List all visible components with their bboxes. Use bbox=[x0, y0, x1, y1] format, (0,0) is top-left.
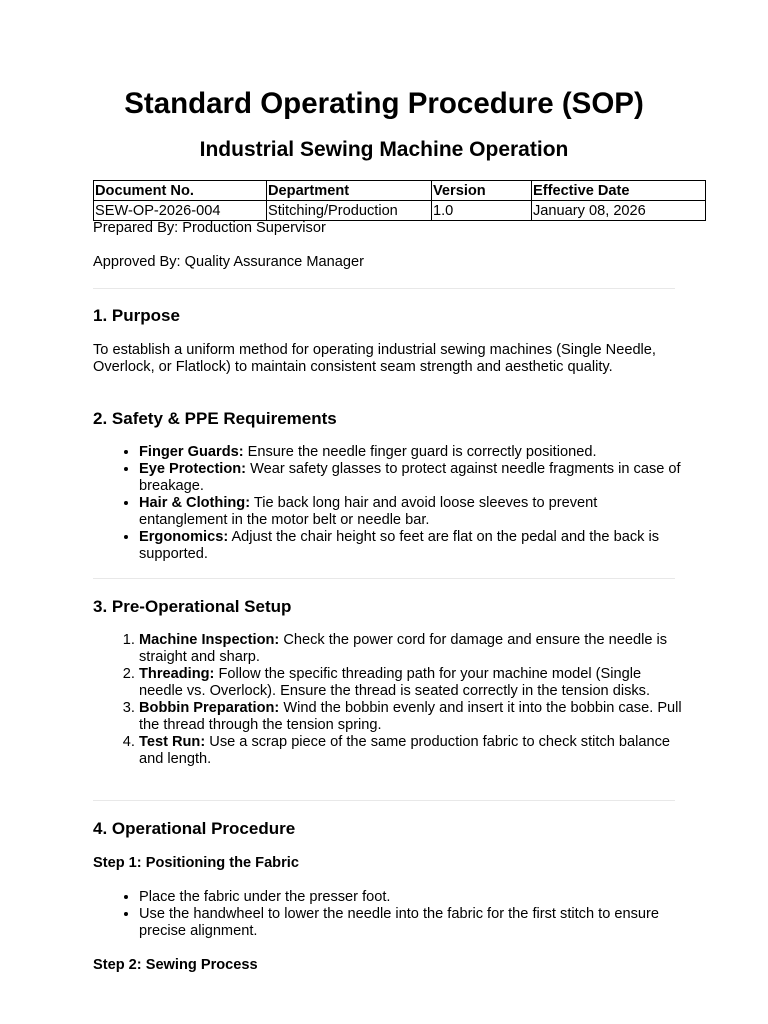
list-item bbox=[139, 734, 683, 768]
list-item bbox=[139, 444, 683, 461]
step-heading: Step 1: Positioning the Fabric bbox=[93, 855, 299, 871]
item-text: Ensure the needle finger guard is correctly positioned. bbox=[243, 444, 597, 460]
document-subtitle: Industrial Sewing Machine Operation bbox=[199, 138, 569, 161]
meta-header-row bbox=[94, 181, 706, 201]
item-text: Use a scrap piece of the same production fabric to check stitch balance and length. bbox=[139, 734, 671, 767]
section-divider bbox=[93, 578, 675, 579]
section-heading-safety: 2. Safety & PPE Requirements bbox=[93, 409, 337, 428]
item-text: Check the power cord for damage and ensure the needle is straight and sharp. bbox=[139, 632, 668, 665]
prepared-by: Prepared By: Production Supervisor bbox=[93, 220, 326, 236]
item-text: Wind the bobbin evenly and insert it into the bobbin case. Pull the thread through the tension spring. bbox=[139, 700, 682, 733]
document-title: Standard Operating Procedure (SOP) bbox=[124, 87, 644, 120]
meta-header-cell: Department bbox=[267, 181, 432, 201]
meta-value-cell: Stitching/Production bbox=[267, 201, 432, 221]
item-label: Eye Protection: bbox=[139, 461, 247, 477]
meta-header-cell: Effective Date bbox=[532, 181, 706, 201]
item-label: Bobbin Preparation: bbox=[139, 700, 280, 716]
item-text: Wear safety glasses to protect against needle fragments in case of breakage. bbox=[139, 461, 681, 494]
item-label: Test Run: bbox=[139, 734, 206, 750]
list-item bbox=[139, 700, 683, 734]
item-text: Adjust the chair height so feet are flat on the pedal and the back is supported. bbox=[139, 529, 660, 562]
section-heading-setup: 3. Pre-Operational Setup bbox=[93, 597, 292, 616]
item-text: Follow the specific threading path for your machine model (Single needle vs. Overlock). Ensure the thread is seated correctly in the tension disks. bbox=[139, 666, 651, 699]
item-text: Tie back long hair and avoid loose sleeves to prevent entanglement in the motor belt or needle bar. bbox=[139, 495, 598, 528]
purpose-text: To establish a uniform method for operating industrial sewing machines (Single Needle, Overlock, or Flatlock) to maintain consistent seam strength and aesthetic quality. bbox=[93, 342, 656, 375]
item-label: Finger Guards: bbox=[139, 444, 244, 460]
item-label: Ergonomics: bbox=[139, 529, 229, 545]
meta-value-cell: 1.0 bbox=[432, 201, 532, 221]
item-label: Machine Inspection: bbox=[139, 632, 280, 648]
meta-value-cell: January 08, 2026 bbox=[532, 201, 706, 221]
step1-list bbox=[93, 889, 683, 940]
item-label: Threading: bbox=[139, 666, 215, 682]
list-item: • Place the fabric under the presser foot. bbox=[139, 889, 683, 906]
meta-value-row bbox=[94, 201, 706, 221]
list-item bbox=[139, 461, 683, 495]
section-heading-purpose: 1. Purpose bbox=[93, 306, 180, 325]
section-heading-operation: 4. Operational Procedure bbox=[93, 819, 296, 838]
safety-list bbox=[93, 444, 683, 563]
document-meta-table bbox=[93, 180, 706, 221]
item-label: Hair & Clothing: bbox=[139, 495, 251, 511]
meta-header-cell: Version bbox=[432, 181, 532, 201]
meta-value-cell: SEW-OP-2026-004 bbox=[94, 201, 267, 221]
list-item bbox=[139, 495, 683, 529]
list-item bbox=[139, 529, 683, 563]
list-item bbox=[139, 666, 683, 700]
section-divider bbox=[93, 288, 675, 289]
list-item bbox=[139, 632, 683, 666]
section-divider bbox=[93, 800, 675, 801]
list-item: • Use the handwheel to lower the needle into the fabric for the first stitch to ensure precise alignment. bbox=[139, 906, 683, 940]
setup-list bbox=[93, 632, 683, 768]
step-heading: Step 2: Sewing Process bbox=[93, 957, 258, 973]
meta-header-cell: Document No. bbox=[94, 181, 267, 201]
approved-by: Approved By: Quality Assurance Manager bbox=[93, 254, 364, 270]
